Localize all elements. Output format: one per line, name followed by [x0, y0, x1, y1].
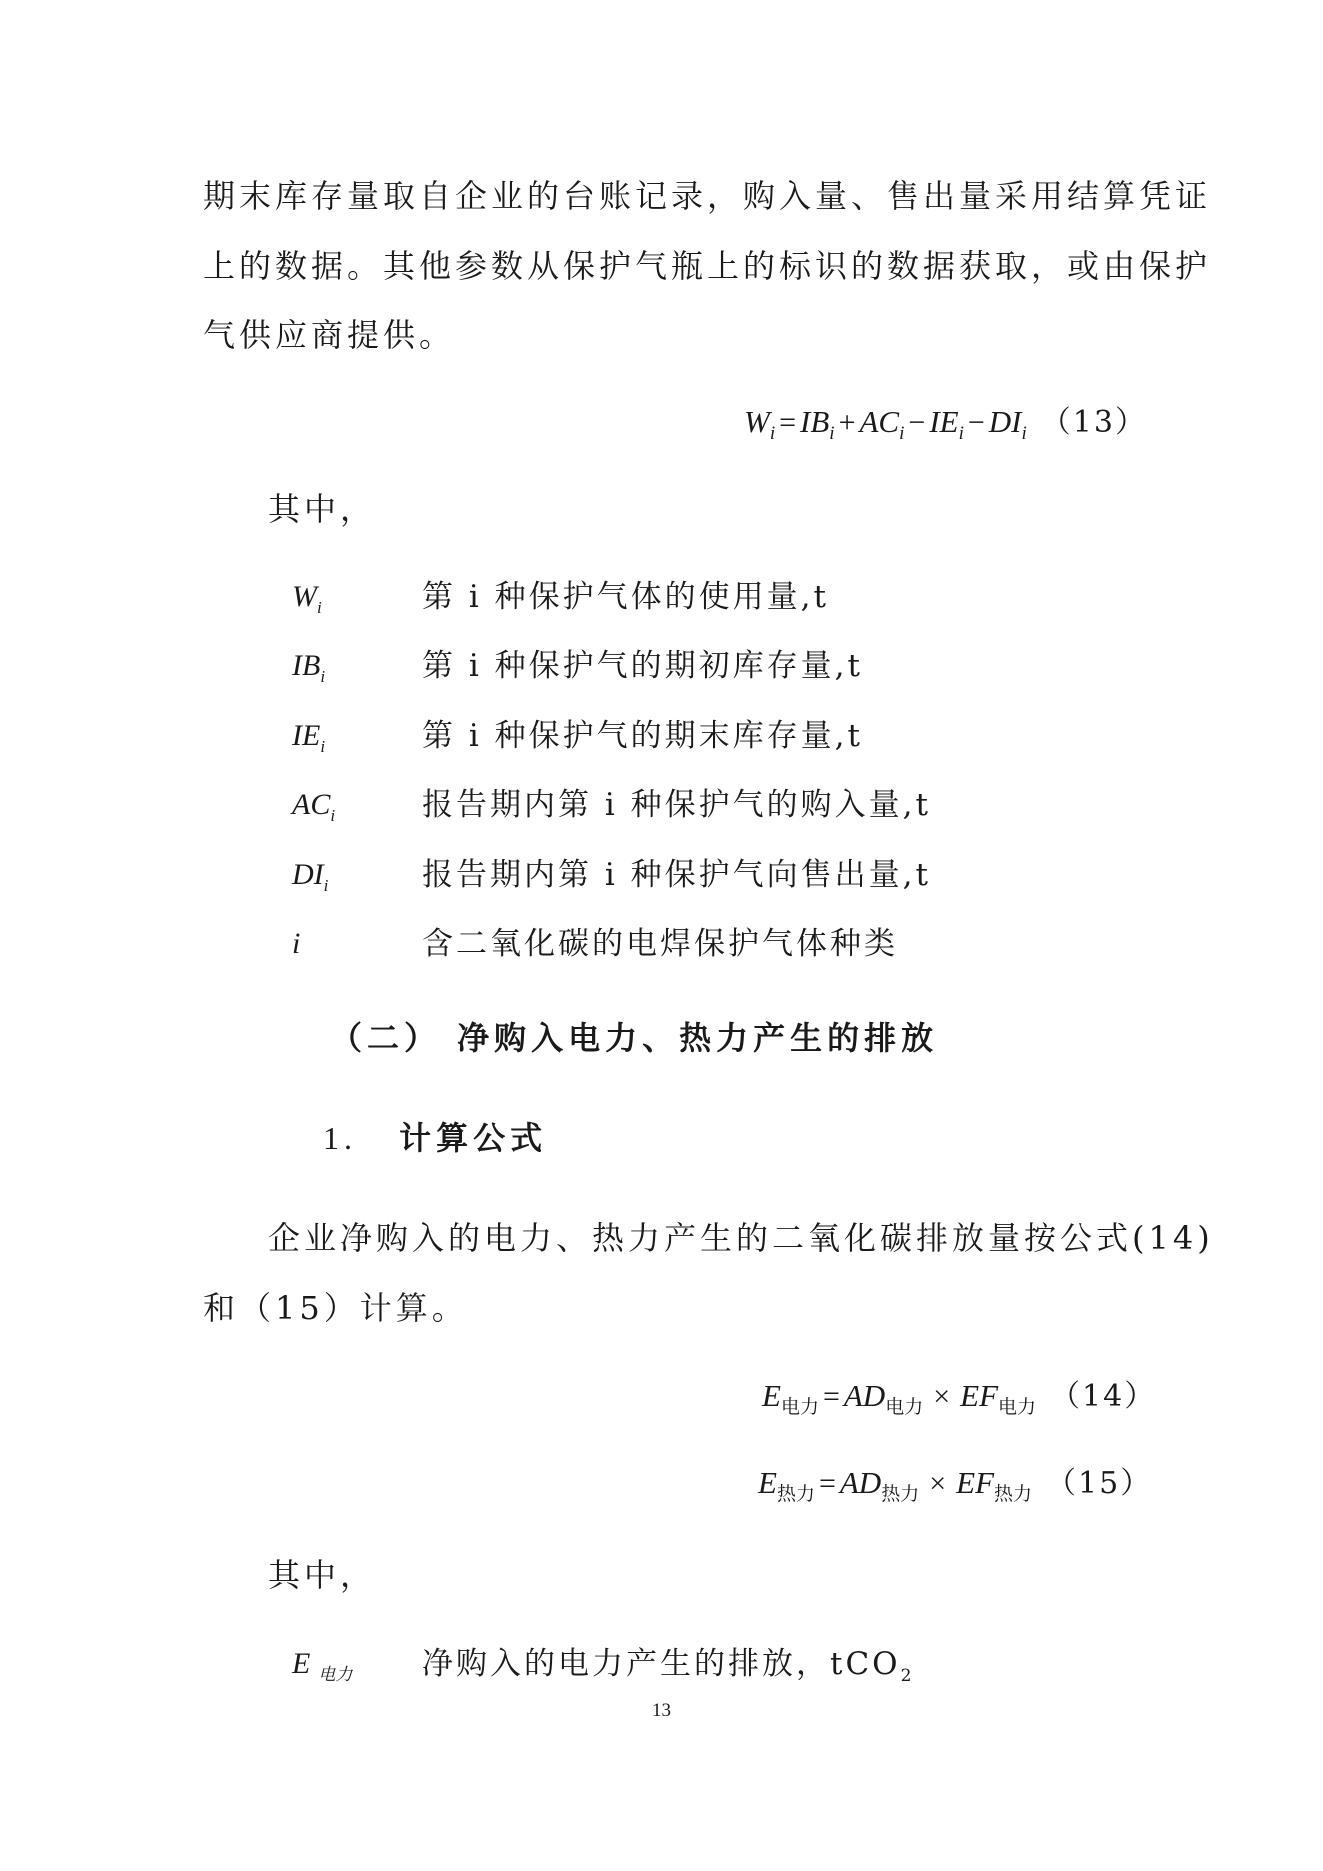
- intro-line-1: 企业净购入的电力、热力产生的二氧化碳排放量按公式(14): [268, 1219, 1214, 1257]
- definition-row: [0, 646, 1323, 686]
- subsection-number: 1.: [323, 1120, 357, 1156]
- subsection-title: 计算公式: [399, 1119, 548, 1157]
- definition-row: [0, 924, 1323, 964]
- definition-symbol: E $_{电力}$: [292, 1647, 353, 1684]
- definition-text: 第 i 种保护气的期初库存量,t: [422, 648, 863, 684]
- paragraph-line-1: 期末库存量取自企业的台账记录，购入量、售出量采用结算凭证: [203, 177, 1212, 215]
- definition-text: 含二氧化碳的电焊保护气体种类: [422, 926, 898, 962]
- definition-text: 报告期内第 i 种保护气的购入量,t: [422, 787, 931, 823]
- definition-symbol: $AC_i$: [292, 788, 336, 825]
- equation-number-15: （15）: [1046, 1466, 1153, 1501]
- definition-row: [0, 855, 1323, 895]
- subsection-heading: [323, 1118, 547, 1158]
- definition-symbol: $IE_i$: [292, 719, 326, 756]
- equation-13: $W_i = IB_i + AC_i - IE_i - DI_i$ （13）: [744, 404, 1147, 444]
- definition-row: [0, 785, 1323, 825]
- definition-text: 第 i 种保护气体的使用量,t: [422, 579, 829, 615]
- where-label-2: 其中，: [268, 1556, 377, 1594]
- equation-15: $E_{热力} = AD_{热力} \times EF_{热力}$ （15）: [758, 1465, 1153, 1505]
- paragraph-line-2: 上的数据。其他参数从保护气瓶上的标识的数据获取，或由保护: [203, 247, 1212, 285]
- definition-symbol: $W_i$: [292, 580, 322, 617]
- definition-text: 报告期内第 i 种保护气向售出量,t: [422, 857, 931, 893]
- equation-number-13: （13）: [1040, 405, 1147, 440]
- section-heading: （二） 净购入电力、热力产生的排放: [330, 1019, 939, 1057]
- equation-14: $E_{电力} = AD_{电力} \times EF_{电力}$ （14）: [762, 1378, 1157, 1418]
- definition-row: [0, 577, 1323, 617]
- page-number: 13: [652, 1700, 671, 1721]
- equation-number-14: （14）: [1050, 1379, 1157, 1414]
- intro-line-2: 和（15）计算。: [203, 1289, 468, 1327]
- definition-symbol: i: [292, 927, 301, 960]
- definition-text: 净购入的电力产生的排放，tCO$_2$: [422, 1646, 912, 1686]
- definition-row: [0, 716, 1323, 756]
- definition-symbol: $DI_i$: [292, 858, 329, 895]
- paragraph-line-3: 气供应商提供。: [203, 316, 456, 354]
- where-label-1: 其中，: [268, 490, 377, 528]
- definition-row: [0, 1644, 1323, 1684]
- definition-symbol: $IB_i$: [292, 649, 326, 686]
- definition-text: 第 i 种保护气的期末库存量,t: [422, 718, 863, 754]
